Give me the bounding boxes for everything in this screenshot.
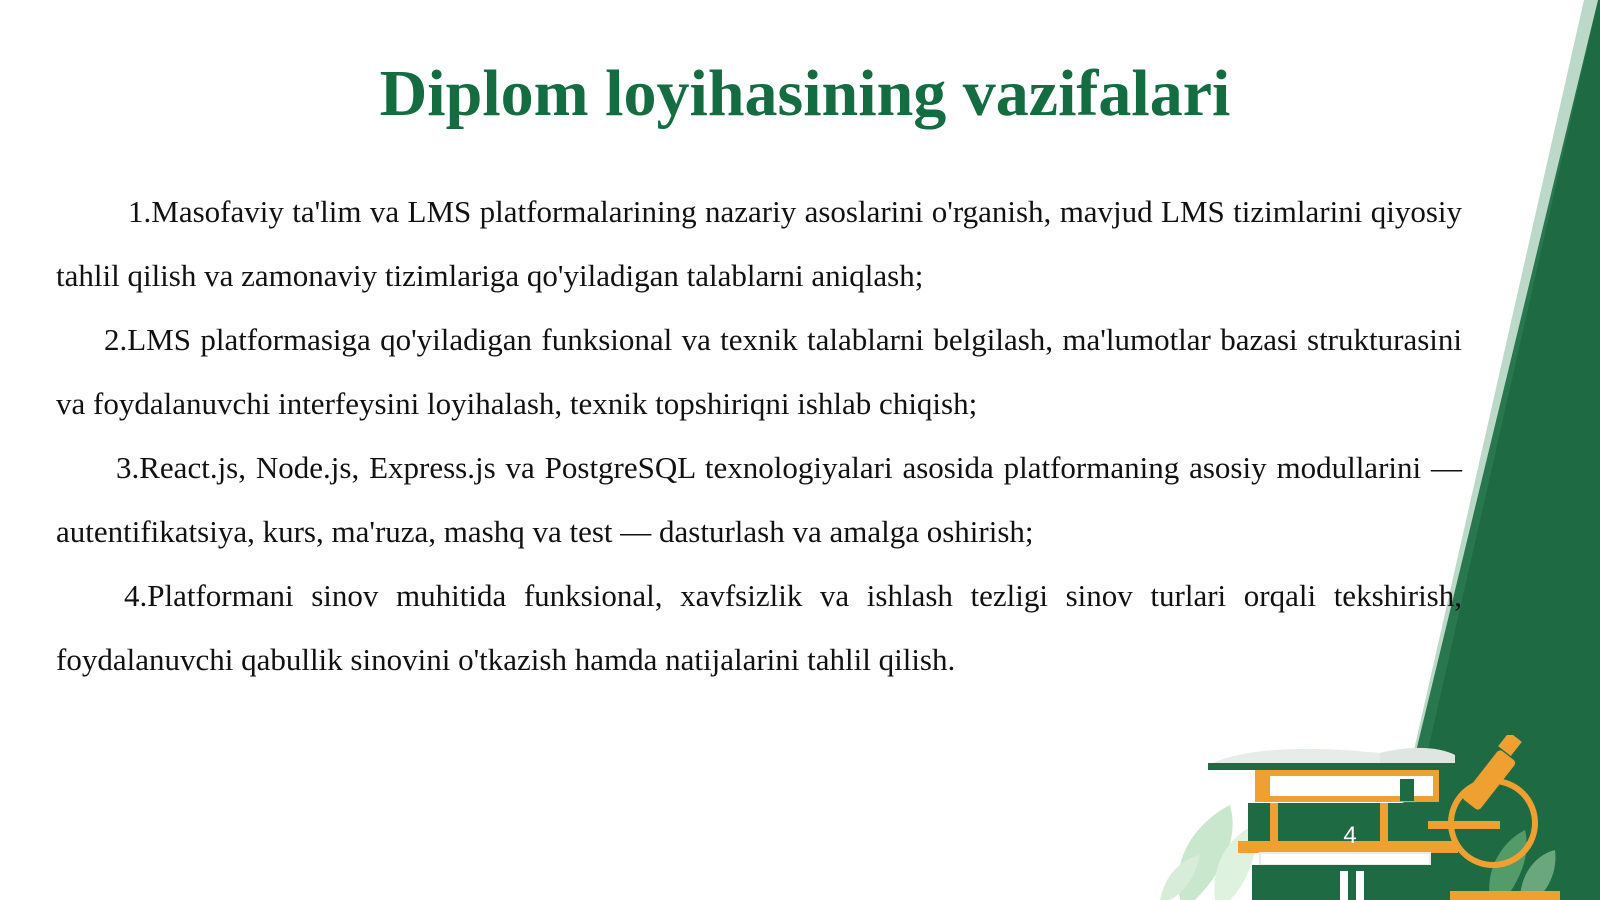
task-item-2: 2.LMS platformasiga qo'yiladigan funksional va texnik talablarni belgilash, ma'lumotlar bazasi strukturasini va foydalanuvchi interfeysini loyihalash, texnik topshiriqni ishlab chiqish; [56,322,1462,421]
task-item-1: 1.Masofaviy ta'lim va LMS platformalarining nazariy asoslarini o'rganish, mavjud LMS tizimlarini qiyosiy tahlil qilish va zamonaviy tizimlariga qo'yiladigan talablarni aniqlash; [56,194,1462,293]
page-number: 4 [1343,822,1357,849]
task-list [56,180,1462,692]
task-item-3: 3.React.js, Node.js, Express.js va PostgreSQL texnologiyalari asosida platformaning asosiy modullarini — autentifikatsiya, kurs, ma'ruza, mashq va test — dasturlash va amalga oshirish; [56,450,1462,549]
books-microscope-illustration [1160,735,1600,900]
slide-title: Diplom loyihasining vazifalari [379,57,1231,130]
task-item-4: 4.Platformani sinov muhitida funksional, xavfsizlik va ishlash tezligi sinov turlari orqali tekshirish, foydalanuvchi qabullik sinovini o'tkazish hamda natijalarini tahlil qilish. [56,578,1462,677]
